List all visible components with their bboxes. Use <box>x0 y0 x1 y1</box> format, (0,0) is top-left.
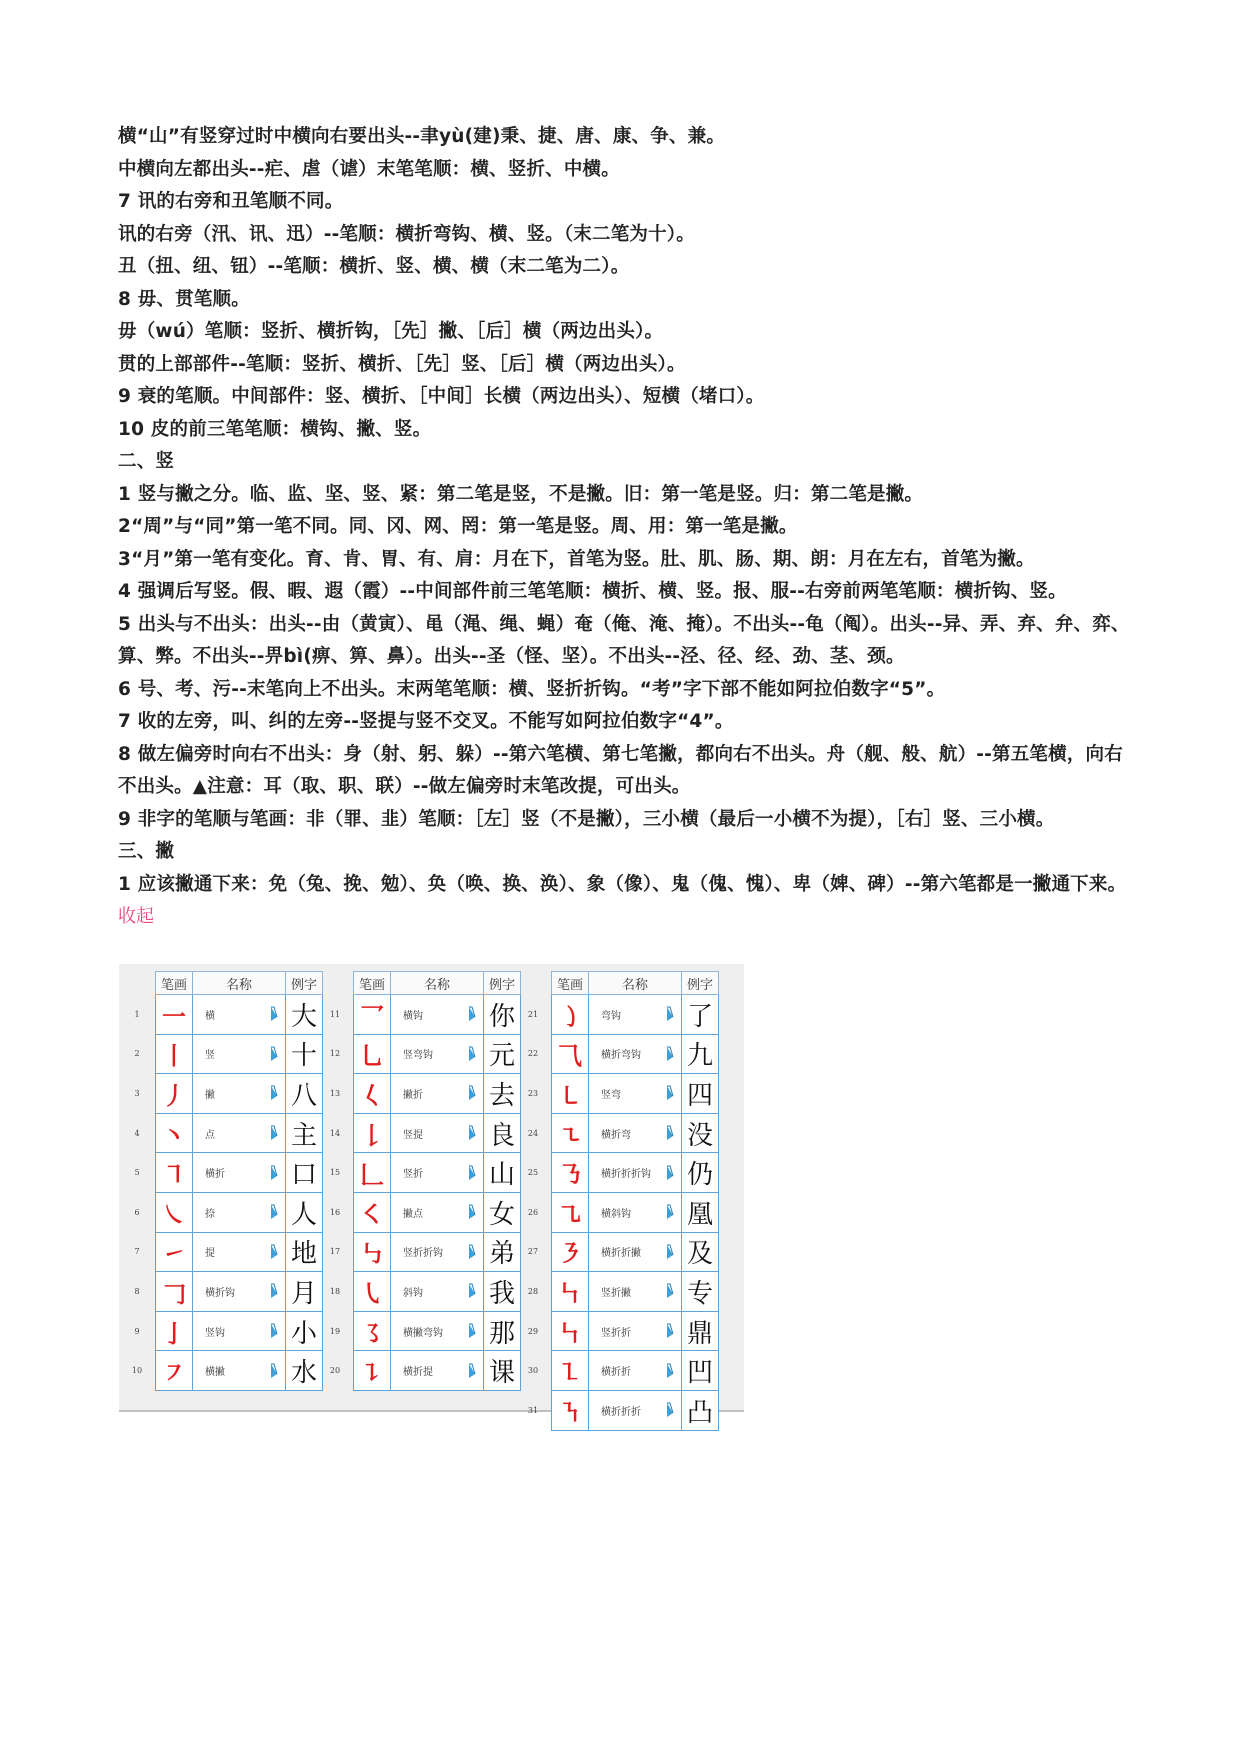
text-line: 9 非字的笔顺与笔画：非（罪、韭）笔顺：［左］竖（不是撇），三小横（最后一小横不为提），［右］竖、三小横。 <box>118 808 1055 830</box>
stroke-name-cell <box>193 1311 286 1351</box>
table-row <box>515 1232 719 1272</box>
text-line: 横“山”有竖穿过时中横向右要出头--聿yù(建)秉、捷、唐、康、争、兼。 <box>118 126 726 147</box>
sound-icon[interactable] <box>269 1006 278 1022</box>
table-row <box>515 1192 719 1232</box>
text-line: 8 做左偏旁时向右不出头：身（射、躬、躲）--第六笔横、第七笔撇，都向右不出头。舟（舰、般、航）--第五笔横，向右不出头。▲注意：耳（取、职、联）--做左偏旁时末笔改提，可出头。 <box>118 743 1123 797</box>
example-char: 八 <box>286 1074 323 1114</box>
stroke-name: 横 <box>205 1010 215 1022</box>
stroke-name-cell <box>391 1153 484 1193</box>
stroke-name-cell <box>193 1074 286 1114</box>
header-number-cell <box>317 972 354 995</box>
example-char: 四 <box>682 1074 719 1114</box>
stroke-number: 26 <box>527 1207 539 1217</box>
stroke-name-cell <box>193 1034 286 1074</box>
stroke-glyph: 𠄌 <box>354 1113 391 1153</box>
header-number-cell <box>119 972 156 995</box>
stroke-glyph: ㇏ <box>156 1192 193 1232</box>
text-line: 7 讯的右旁和丑笔顺不同。 <box>118 191 344 212</box>
table-row <box>317 1272 521 1312</box>
example-char: 月 <box>286 1272 323 1312</box>
stroke-name: 横折弯 <box>601 1129 631 1141</box>
stroke-name: 点 <box>205 1129 215 1141</box>
stroke-table-header <box>317 972 521 995</box>
stroke-glyph: ㇉ <box>354 1232 391 1272</box>
table-row <box>317 1074 521 1114</box>
text-line: 8 毋、贯笔顺。 <box>118 288 250 310</box>
stroke-name-cell <box>589 1192 682 1232</box>
stroke-number: 9 <box>134 1326 140 1336</box>
table-row <box>515 1034 719 1074</box>
stroke-table-panel <box>317 971 521 1391</box>
text-line: 讯的右旁（汛、讯、迅）--笔顺：横折弯钩、横、竖。（末二笔为十）。 <box>118 223 695 245</box>
example-char: 女 <box>484 1192 521 1232</box>
stroke-number: 8 <box>134 1286 140 1296</box>
collapse-link[interactable]: 收起 <box>118 906 154 927</box>
stroke-number: 22 <box>527 1049 539 1059</box>
stroke-number: 10 <box>131 1366 143 1376</box>
stroke-number: 15 <box>329 1168 341 1178</box>
sound-icon[interactable] <box>665 1323 674 1339</box>
stroke-name-cell <box>391 1351 484 1391</box>
example-char: 弟 <box>484 1232 521 1272</box>
stroke-number: 23 <box>527 1088 539 1098</box>
sound-icon[interactable] <box>467 1006 476 1022</box>
stroke-glyph: ㇄ <box>552 1074 589 1114</box>
stroke-name-cell <box>391 995 484 1035</box>
stroke-number: 6 <box>134 1207 140 1217</box>
stroke-number: 30 <box>527 1366 539 1376</box>
table-row <box>119 1074 323 1114</box>
header-example: 例字 <box>286 972 323 995</box>
sound-icon[interactable] <box>665 1363 674 1379</box>
table-row <box>317 1034 521 1074</box>
stroke-number: 1 <box>134 1009 140 1019</box>
stroke-glyph: ㇍ <box>552 1113 589 1153</box>
table-row <box>119 1232 323 1272</box>
stroke-glyph: 亅 <box>156 1311 193 1351</box>
section-heading: 二、竖 <box>118 451 175 472</box>
table-row <box>515 1272 719 1312</box>
stroke-number: 20 <box>329 1366 341 1376</box>
header-name: 名称 <box>589 972 682 995</box>
stroke-name: 弯钩 <box>601 1010 621 1022</box>
stroke-name-cell <box>589 1390 682 1430</box>
sound-icon[interactable] <box>665 1125 674 1141</box>
stroke-glyph: ㇇ <box>156 1351 193 1391</box>
stroke-name-cell <box>391 1272 484 1312</box>
stroke-number: 21 <box>527 1009 539 1019</box>
example-char: 人 <box>286 1192 323 1232</box>
stroke-name-cell <box>589 1311 682 1351</box>
example-char: 凹 <box>682 1351 719 1391</box>
stroke-name: 横折弯钩 <box>601 1050 641 1062</box>
table-row <box>515 1074 719 1114</box>
stroke-number: 7 <box>134 1247 140 1257</box>
example-char: 了 <box>682 995 719 1035</box>
stroke-name-cell <box>193 1153 286 1193</box>
sound-icon[interactable] <box>467 1085 476 1101</box>
stroke-glyph: ㇎ <box>552 1390 589 1430</box>
text-line: 1 竖与撇之分。临、监、坚、竖、紧：第二笔是竖，不是撇。旧：第一笔是竖。归：第二笔是撇。 <box>118 483 924 505</box>
example-char: 你 <box>484 995 521 1035</box>
stroke-table-body <box>119 995 323 1391</box>
table-row <box>317 1153 521 1193</box>
header-stroke: 笔画 <box>354 972 391 995</box>
example-char: 那 <box>484 1311 521 1351</box>
sound-icon[interactable] <box>467 1283 476 1299</box>
table-row <box>515 1311 719 1351</box>
table-row <box>317 1192 521 1232</box>
stroke-name-cell <box>589 1272 682 1312</box>
stroke-number: 25 <box>527 1168 539 1178</box>
stroke-name: 横折 <box>205 1169 225 1181</box>
stroke-glyph: ㇛ <box>354 1192 391 1232</box>
text-line: 4 强调后写竖。假、暇、遐（霞）--中间部件前三笔笔顺：横折、横、竖。报、服--右旁前两笔笔顺：横折钩、竖。 <box>118 581 1067 602</box>
example-char: 凸 <box>682 1390 719 1430</box>
sound-icon[interactable] <box>665 1165 674 1181</box>
header-name: 名称 <box>193 972 286 995</box>
table-row <box>515 1351 719 1391</box>
stroke-table-header <box>119 972 323 995</box>
header-stroke: 笔画 <box>156 972 193 995</box>
stroke-name: 撇折 <box>403 1089 423 1101</box>
stroke-glyph: ㇞ <box>552 1272 589 1312</box>
stroke-name-cell <box>193 1272 286 1312</box>
table-row <box>515 1390 719 1430</box>
stroke-name-cell <box>391 1192 484 1232</box>
sound-icon[interactable] <box>665 1046 674 1062</box>
stroke-name-cell <box>589 1113 682 1153</box>
stroke-name: 横钩 <box>403 1010 423 1022</box>
text-line: 7 收的左旁，叫、纠的左旁--竖提与竖不交叉。不能写如阿拉伯数字“4”。 <box>118 711 734 732</box>
table-row <box>119 1351 323 1391</box>
stroke-glyph: 丶 <box>156 1113 193 1153</box>
stroke-name-cell <box>193 1192 286 1232</box>
example-char: 口 <box>286 1153 323 1193</box>
stroke-name-cell <box>589 1074 682 1114</box>
stroke-name: 横折折折 <box>601 1406 641 1418</box>
text-line: 3“月”第一笔有变化。育、肯、胃、有、肩：月在下，首笔为竖。肚、肌、肠、期、朗：月在左右，首笔为撇。 <box>118 548 1035 570</box>
example-char: 小 <box>286 1311 323 1351</box>
table-row <box>119 1153 323 1193</box>
stroke-name: 横撇弯钩 <box>403 1327 443 1339</box>
example-char: 主 <box>286 1113 323 1153</box>
header-name: 名称 <box>391 972 484 995</box>
stroke-table-grid <box>317 971 521 1391</box>
stroke-glyph: ㇅ <box>552 1351 589 1391</box>
stroke-number: 5 <box>134 1168 140 1178</box>
text-line: 中横向左都出头--疟、虐（谑）末笔笔顺：横、竖折、中横。 <box>118 158 620 180</box>
stroke-name: 竖提 <box>403 1129 423 1141</box>
example-char: 仍 <box>682 1153 719 1193</box>
stroke-name: 竖折折钩 <box>403 1248 443 1260</box>
stroke-glyph: ㇈ <box>552 1192 589 1232</box>
stroke-name: 横折钩 <box>205 1287 235 1299</box>
stroke-glyph: ㇂ <box>354 1272 391 1312</box>
text-line: 5 出头与不出头：出头--由（黄寅）、黾（渑、绳、蝇）奄（俺、淹、掩）。不出头--龟（阄）。出头--异、弄、弃、弁、弈、算、弊。不出头--畀bì(痹、箅、鼻）。出头--圣（怪、坚）。不出头--泾、径、经、劲、茎、颈。 <box>118 613 1130 667</box>
text-line: 1 应该撇通下来：免（兔、挽、勉）、奂（唤、换、涣）、象（像）、鬼（傀、愧）、卑（婢、碑）--第六笔都是一撇通下来。 <box>118 873 1127 895</box>
stroke-name-cell <box>193 1113 286 1153</box>
document-body <box>118 121 1138 933</box>
text-line: 6 号、考、污--末笔向上不出头。末两笔笔顺：横、竖折折钩。“考”字下部不能如阿拉伯数字“5”。 <box>118 678 946 700</box>
stroke-number: 31 <box>527 1405 539 1415</box>
stroke-name-cell <box>391 1311 484 1351</box>
sound-icon[interactable] <box>269 1125 278 1141</box>
stroke-name-cell <box>589 1034 682 1074</box>
stroke-name: 捺 <box>205 1208 215 1220</box>
sound-icon[interactable] <box>467 1165 476 1181</box>
text-line: 10 皮的前三笔笔顺：横钩、撇、竖。 <box>118 418 432 440</box>
stroke-name-cell <box>391 1113 484 1153</box>
example-char: 专 <box>682 1272 719 1312</box>
stroke-name: 斜钩 <box>403 1287 423 1299</box>
table-row <box>119 1034 323 1074</box>
example-char: 课 <box>484 1351 521 1391</box>
table-row <box>119 1311 323 1351</box>
stroke-name: 竖折撇 <box>601 1287 631 1299</box>
stroke-number: 3 <box>134 1088 140 1098</box>
stroke-glyph: 乚 <box>354 1034 391 1074</box>
stroke-name: 撇 <box>205 1089 215 1101</box>
sound-icon[interactable] <box>269 1244 278 1260</box>
stroke-number: 17 <box>329 1247 341 1257</box>
stroke-name: 竖 <box>205 1050 215 1062</box>
stroke-table-body <box>515 995 719 1431</box>
stroke-name: 撇点 <box>403 1208 423 1220</box>
stroke-name: 竖弯 <box>601 1089 621 1101</box>
stroke-name-cell <box>193 995 286 1035</box>
text-line: 贯的上部部件--笔顺：竖折、横折、［先］竖、［后］横（两边出头）。 <box>118 353 686 375</box>
header-row <box>515 972 719 995</box>
stroke-glyph: 乛 <box>354 995 391 1035</box>
table-row <box>119 995 323 1035</box>
text-line: 9 衰的笔顺。中间部件：竖、横折、［中间］长横（两边出头）、短横（堵口）。 <box>118 386 765 407</box>
stroke-glyph: 丿 <box>156 1074 193 1114</box>
stroke-number: 28 <box>527 1286 539 1296</box>
table-row <box>515 1113 719 1153</box>
stroke-glyph: 𠃊 <box>354 1153 391 1193</box>
example-char: 凰 <box>682 1192 719 1232</box>
sound-icon[interactable] <box>467 1363 476 1379</box>
sound-icon[interactable] <box>269 1165 278 1181</box>
stroke-name-cell <box>391 1034 484 1074</box>
example-char: 地 <box>286 1232 323 1272</box>
header-example: 例字 <box>682 972 719 995</box>
stroke-glyph: ㇕ <box>156 1153 193 1193</box>
stroke-name-cell <box>391 1074 484 1114</box>
sound-icon[interactable] <box>467 1204 476 1220</box>
stroke-name: 横撇 <box>205 1367 225 1379</box>
table-row <box>317 1113 521 1153</box>
stroke-glyph: ㇁ <box>552 995 589 1035</box>
stroke-number: 19 <box>329 1326 341 1336</box>
sound-icon[interactable] <box>665 1006 674 1022</box>
stroke-table-body <box>317 995 521 1391</box>
stroke-name: 提 <box>205 1248 215 1260</box>
table-row <box>119 1272 323 1312</box>
stroke-glyph: 一 <box>156 995 193 1035</box>
stroke-name: 横折折 <box>601 1367 631 1379</box>
stroke-name-cell <box>589 1232 682 1272</box>
example-char: 良 <box>484 1113 521 1153</box>
stroke-number: 13 <box>329 1088 341 1098</box>
example-char: 大 <box>286 995 323 1035</box>
sound-icon[interactable] <box>467 1046 476 1062</box>
sound-icon[interactable] <box>269 1323 278 1339</box>
stroke-name-cell <box>391 1232 484 1272</box>
sound-icon[interactable] <box>269 1085 278 1101</box>
stroke-name-cell <box>193 1351 286 1391</box>
table-row <box>317 1311 521 1351</box>
stroke-glyph: 丨 <box>156 1034 193 1074</box>
sound-icon[interactable] <box>269 1363 278 1379</box>
stroke-number: 18 <box>329 1286 341 1296</box>
example-char: 元 <box>484 1034 521 1074</box>
stroke-number: 27 <box>527 1247 539 1257</box>
stroke-number: 11 <box>329 1009 341 1019</box>
header-number-cell <box>515 972 552 995</box>
example-char: 没 <box>682 1113 719 1153</box>
example-char: 去 <box>484 1074 521 1114</box>
stroke-table-image <box>119 964 744 1428</box>
example-char: 十 <box>286 1034 323 1074</box>
stroke-name-cell <box>589 1153 682 1193</box>
sound-icon[interactable] <box>467 1244 476 1260</box>
stroke-glyph: ㇊ <box>354 1351 391 1391</box>
stroke-table-panel <box>515 971 719 1431</box>
sound-icon[interactable] <box>665 1085 674 1101</box>
stroke-glyph: 𡿨 <box>354 1074 391 1114</box>
stroke-glyph: ㇌ <box>354 1311 391 1351</box>
table-row <box>515 1153 719 1193</box>
sound-icon[interactable] <box>467 1323 476 1339</box>
stroke-table-header <box>515 972 719 995</box>
stroke-glyph: ⺄ <box>552 1034 589 1074</box>
stroke-name: 竖折 <box>403 1169 423 1181</box>
stroke-number: 12 <box>329 1049 341 1059</box>
stroke-name: 横折折撇 <box>601 1248 641 1260</box>
stroke-glyph: ㇞ <box>552 1311 589 1351</box>
table-row <box>317 1232 521 1272</box>
stroke-number: 2 <box>134 1049 140 1059</box>
stroke-name-cell <box>193 1232 286 1272</box>
text-line: 丑（扭、纽、钮）--笔顺：横折、竖、横、横（末二笔为二）。 <box>118 256 630 277</box>
sound-icon[interactable] <box>665 1402 674 1418</box>
header-stroke: 笔画 <box>552 972 589 995</box>
stroke-name: 横斜钩 <box>601 1208 631 1220</box>
stroke-glyph: ㇋ <box>552 1232 589 1272</box>
sound-icon[interactable] <box>467 1125 476 1141</box>
example-char: 及 <box>682 1232 719 1272</box>
stroke-table-grid <box>119 971 323 1391</box>
table-row <box>119 1113 323 1153</box>
header-row <box>317 972 521 995</box>
stroke-name: 竖折折 <box>601 1327 631 1339</box>
stroke-number: 4 <box>134 1128 140 1138</box>
stroke-name: 横折折折钩 <box>601 1169 651 1181</box>
stroke-glyph: ㇡ <box>552 1153 589 1193</box>
example-char: 水 <box>286 1351 323 1391</box>
stroke-name-cell <box>589 995 682 1035</box>
stroke-table-panel <box>119 971 323 1391</box>
text-line: 2“周”与“同”第一笔不同。同、冈、网、罔：第一笔是竖。周、用：第一笔是撇。 <box>118 516 798 537</box>
example-char: 九 <box>682 1034 719 1074</box>
stroke-table-grid <box>515 971 719 1431</box>
text-line: 毋（wú）笔顺：竖折、横折钩，［先］撇、［后］横（两边出头）。 <box>118 321 664 342</box>
sound-icon[interactable] <box>269 1046 278 1062</box>
table-row <box>515 995 719 1035</box>
example-char: 鼎 <box>682 1311 719 1351</box>
sound-icon[interactable] <box>665 1204 674 1220</box>
sound-icon[interactable] <box>269 1283 278 1299</box>
stroke-glyph: 𠃌 <box>156 1272 193 1312</box>
sound-icon[interactable] <box>269 1204 278 1220</box>
stroke-number: 29 <box>527 1326 539 1336</box>
table-row <box>119 1192 323 1232</box>
stroke-number: 14 <box>329 1128 341 1138</box>
sound-icon[interactable] <box>665 1244 674 1260</box>
stroke-number: 24 <box>527 1128 539 1138</box>
stroke-name: 竖钩 <box>205 1327 225 1339</box>
stroke-number: 16 <box>329 1207 341 1217</box>
table-row <box>317 995 521 1035</box>
stroke-name-cell <box>589 1351 682 1391</box>
sound-icon[interactable] <box>665 1283 674 1299</box>
example-char: 我 <box>484 1272 521 1312</box>
stroke-name: 竖弯钩 <box>403 1050 433 1062</box>
header-example: 例字 <box>484 972 521 995</box>
section-heading: 三、撇 <box>118 841 175 862</box>
stroke-glyph: ㇀ <box>156 1232 193 1272</box>
header-row <box>119 972 323 995</box>
table-row <box>317 1351 521 1391</box>
stroke-name: 横折提 <box>403 1367 433 1379</box>
example-char: 山 <box>484 1153 521 1193</box>
